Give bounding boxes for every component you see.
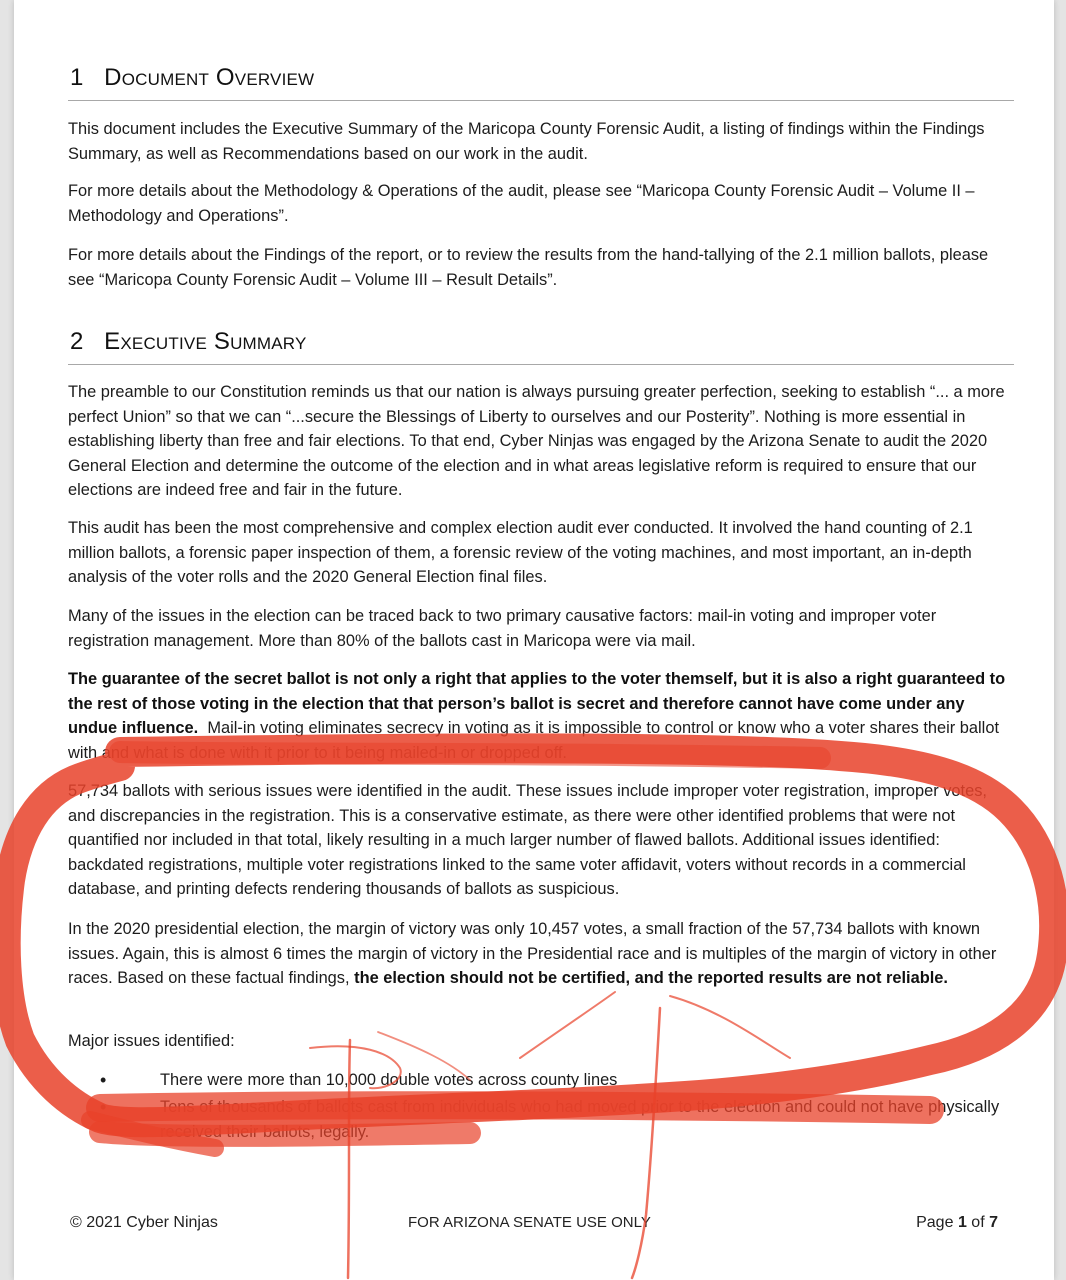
page-total: 7 — [989, 1214, 998, 1231]
list-item — [68, 1095, 1008, 1145]
footer-page-number — [916, 1214, 998, 1232]
footer-copyright: © 2021 Cyber Ninjas — [70, 1214, 218, 1231]
issue-moved-voters: Tens of thousands of ballots cast from individuals who had moved prior to the election and could not have physically received their ballots, legally. — [160, 1098, 1000, 1141]
summary-paragraph-margin — [68, 917, 1008, 991]
summary-paragraph-secret-ballot — [68, 667, 1008, 765]
issue-double-votes: There were more than 10,000 double votes across county lines — [160, 1071, 618, 1089]
summary-paragraph-ballot-issues: 57,734 ballots with serious issues were identified in the audit. These issues include improper voter registration, improper votes, and discrepancies in the registration. This is a conservative estimate, as there were other identified problems that were not quantified nor included in that total, likely resulting in a much larger number of flawed ballots. Additional issues identified: backdated registrations, multiple voter registrations linked to the same voter affidavit, voters without records in a commercial database, and printing defects rendering thousands of ballots as suspicious. — [68, 782, 987, 898]
page-of: of — [971, 1214, 985, 1231]
summary-paragraph-audit-scope: This audit has been the most comprehensive and complex election audit ever conducted. It involved the hand counting of 2.1 million ballots, a forensic paper inspection of them, a forensic review of the voting machines, and most important, an in-depth analysis of the voter rolls and the 2020 General Election final files. — [68, 519, 973, 586]
page-label: Page — [916, 1214, 954, 1231]
major-issues-list — [68, 1068, 1008, 1145]
footer-usage-notice: FOR ARIZONA SENATE USE ONLY — [408, 1214, 651, 1231]
section-1-rule — [68, 100, 1014, 101]
overview-paragraph-3: For more details about the Findings of the report, or to review the results from the hand-tallying of the 2.1 million ballots, please see “Maricopa County Forensic Audit – Volume III – Result Details”. — [68, 246, 989, 289]
overview-paragraph-1: This document includes the Executive Summary of the Maricopa County Forensic Audit, a listing of findings within the Findings Summary, as well as Recommendations based on our work in the audit. — [68, 120, 985, 163]
right-margin — [1054, 0, 1066, 1280]
section-1-title: Document Overview — [104, 64, 315, 91]
overview-paragraph-2: For more details about the Methodology & Operations of the audit, please see “Maricopa County Forensic Audit – Volume II – Methodology and Operations”. — [68, 182, 975, 225]
left-margin — [0, 0, 14, 1280]
major-issues-label: Major issues identified: — [68, 1032, 235, 1050]
secret-ballot-bold-text: The guarantee of the secret ballot is not only a right that applies to the voter themself, but it is also a right guaranteed to the rest of those voting in the election that that person’s ballot is secret and therefore cannot have come under any undue influence. — [68, 670, 1006, 737]
summary-paragraph-preamble: The preamble to our Constitution reminds us that our nation is always pursuing greater perfection, seeking to establish “... a more perfect Union” so that we can “...secure the Blessings of Liberty to ourselves and our Posterity”. Nothing is more essential in establishing liberty than free and fair elections. To that end, Cyber Ninjas was engaged by the Arizona Senate to audit the 2020 General Election and determine the outcome of the election and in what areas legislative reform is required to ensure that our elections are indeed free and fair in the future. — [68, 383, 1005, 499]
summary-paragraph-causative-factors: Many of the issues in the election can be traced back to two primary causative factors: mail-in voting and improper voter registration management. More than 80% of the ballots cast in Maricopa were via mail. — [68, 607, 937, 650]
bullet-icon: • — [100, 1097, 107, 1117]
section-1-heading — [70, 64, 314, 92]
margin-text: In the 2020 presidential election, the margin of victory was only 10,457 votes, a small fraction of the 57,734 ballots with known issues. Again, this is almost 6 times the margin of victory in the Presidential race and is multiples of the margin of victory in other races. Based on these factual findings, — [68, 920, 997, 987]
section-1-number: 1 — [70, 64, 84, 91]
secret-ballot-rest-text: Mail-in voting eliminates secrecy in voting as it is impossible to control or know who a voter shares their ballot with and what is done with it prior to it being mailed-in or dropped off. — [68, 719, 999, 762]
list-item — [68, 1068, 1008, 1093]
section-2-heading — [70, 328, 307, 356]
section-2-number: 2 — [70, 328, 84, 355]
margin-bold-conclusion: the election should not be certified, and the reported results are not reliable. — [354, 969, 948, 987]
page-current: 1 — [957, 1214, 967, 1231]
section-2-rule — [68, 364, 1014, 365]
document-page[interactable] — [14, 0, 1054, 1280]
bullet-icon: • — [100, 1070, 107, 1090]
section-2-title: Executive Summary — [104, 328, 307, 355]
